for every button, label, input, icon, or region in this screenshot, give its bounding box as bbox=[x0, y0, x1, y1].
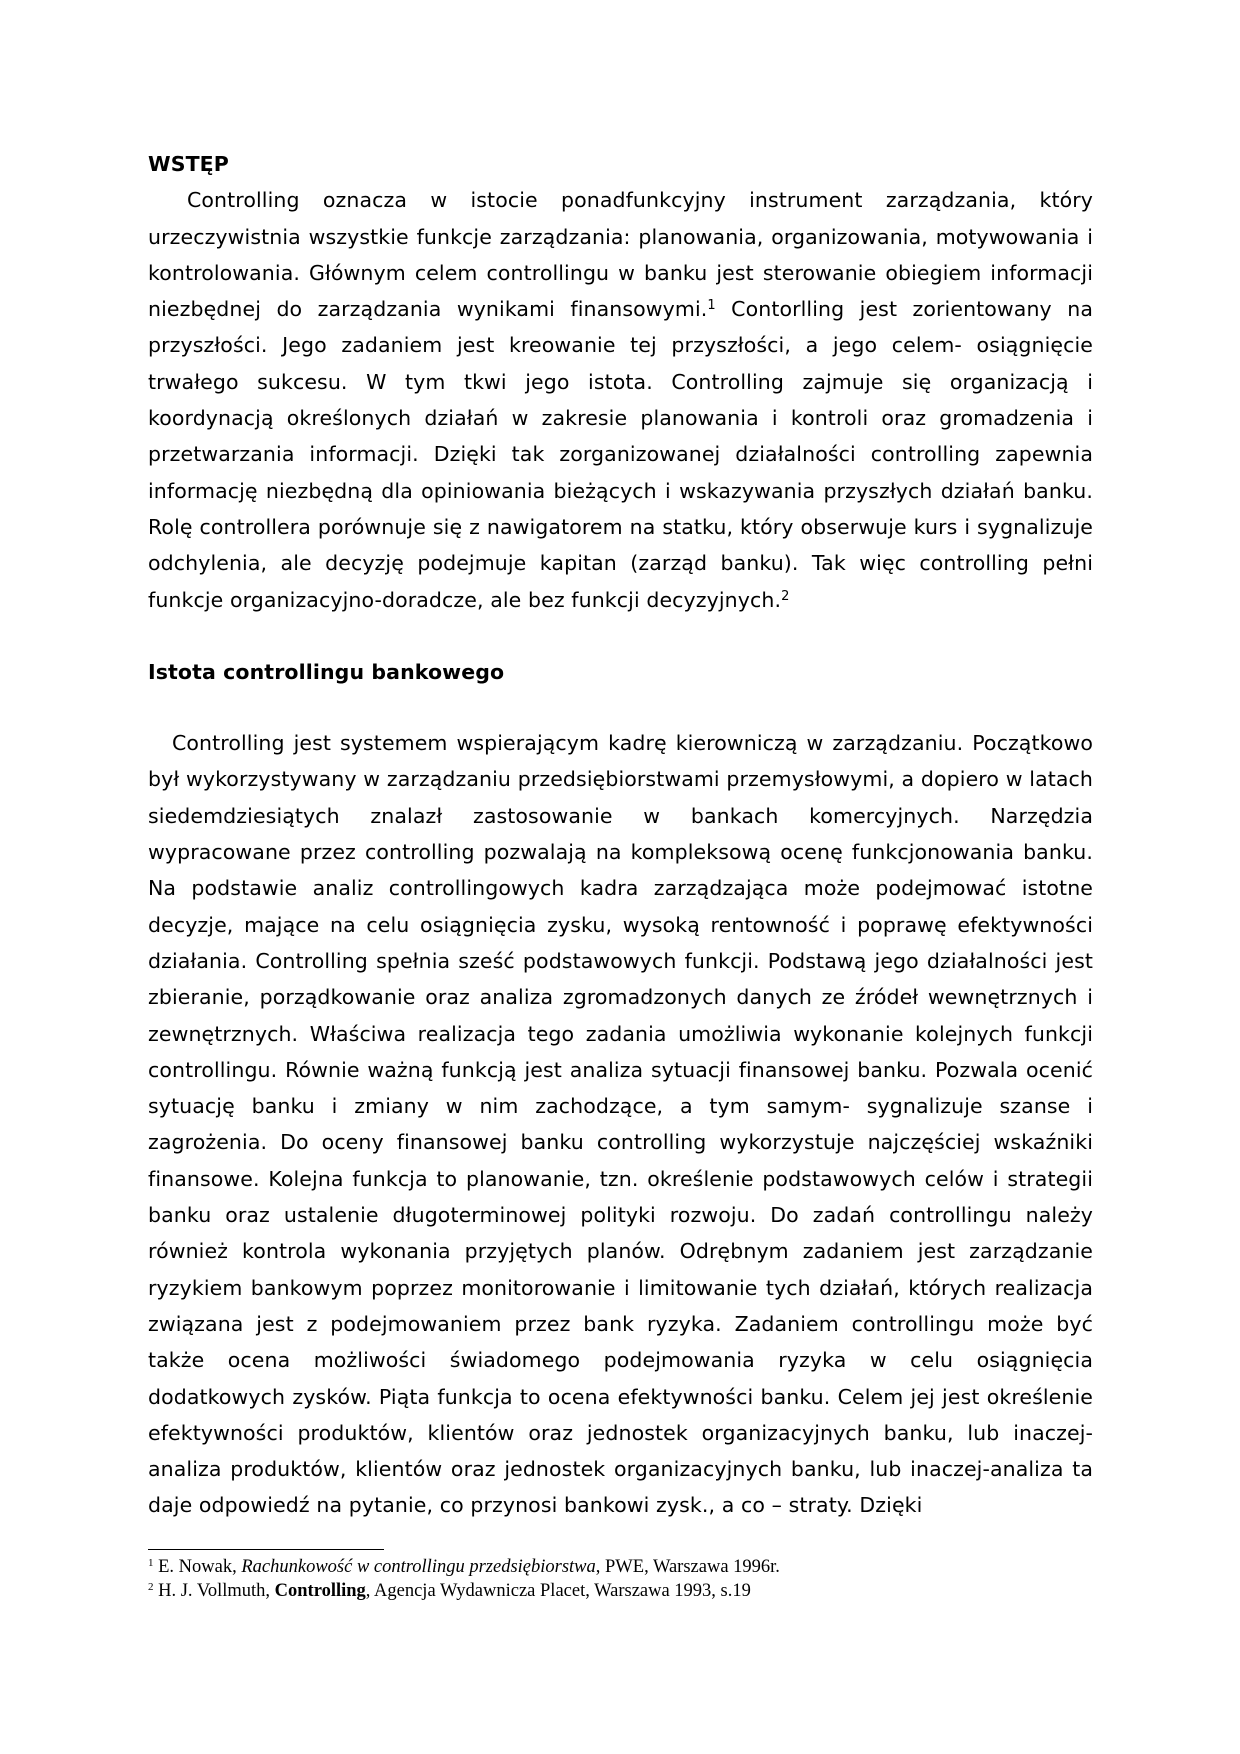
section-title-wstep: WSTĘP bbox=[148, 152, 229, 176]
footnote-1-suffix: , PWE, Warszawa 1996r. bbox=[595, 1557, 780, 1577]
footnote-separator bbox=[148, 1549, 384, 1550]
document-body bbox=[148, 146, 1093, 1524]
footnote-2-suffix: , Agencja Wydawnicza Placet, Warszawa 1993, s.19 bbox=[365, 1581, 751, 1601]
footnote-1-title: Rachunkowość w controllingu przedsiębiorstwa bbox=[241, 1557, 596, 1577]
footnote-2 bbox=[148, 1579, 1093, 1603]
footnote-1 bbox=[148, 1555, 1093, 1579]
footnote-marker-2: 2 bbox=[148, 1581, 154, 1593]
spacer bbox=[148, 618, 1093, 654]
footnotes bbox=[148, 1555, 1093, 1603]
spacer bbox=[148, 690, 1093, 725]
paragraph-intro bbox=[148, 182, 1093, 618]
footnote-2-prefix: H. J. Vollmuth, bbox=[153, 1581, 275, 1601]
footnote-2-title: Controlling bbox=[274, 1581, 366, 1601]
footnote-ref-2[interactable]: 2 bbox=[781, 588, 790, 604]
paragraph-intro-text-b: Contorlling jest zorientowany na przyszłości. Jego zadaniem jest kreowanie tej przyszłości, a jego celem- osiągnięcie trwałego sukcesu. W tym tkwi jego istota. Controlling zajmuje się organizacją i koordynacją określonych działań w zakresie planowania i kontroli oraz gromadzenia i przetwarzania informacji. Dzięki tak zorganizowanej działalności controlling zapewnia informację niezbędną dla opiniowania bieżących i wskazywania przyszłych działań banku. Rolę controllera porównuje się z nawigatorem na statku, który obserwuje kurs i sygnalizuje odchylenia, ale decyzję podejmuje kapitan (zarząd banku). Tak więc controlling pełni funkcje organizacyjno-doradcze, ale bez funkcji decyzyjnych. bbox=[148, 297, 1093, 612]
paragraph-istota: Controlling jest systemem wspierającym kadrę kierowniczą w zarządzaniu. Początkowo był wykorzystywany w zarządzaniu przedsiębiorstwami przemysłowymi, a dopiero w latach siedemdziesiątych znalazł zastosowanie w bankach komercyjnych. Narzędzia wypracowane przez controlling pozwalają na kompleksową ocenę funkcjonowania banku. Na podstawie analiz controllingowych kadra zarządzająca może podejmować istotne decyzje, mające na celu osiągnięcia zysku, wysoką rentowność i poprawę efektywności działania. Controlling spełnia sześć podstawowych funkcji. Podstawą jego działalności jest zbieranie, porządkowanie oraz analiza zgromadzonych danych ze źródeł wewnętrznych i zewnętrznych. Właściwa realizacja tego zadania umożliwia wykonanie kolejnych funkcji controllingu. Równie ważną funkcją jest analiza sytuacji finansowej banku. Pozwala ocenić sytuację banku i zmiany w nim zachodzące, a tym samym- sygnalizuje szanse i zagrożenia. Do oceny finansowej banku controlling wykorzystuje najczęściej wskaźniki finansowe. Kolejna funkcja to planowanie, tzn. określenie podstawowych celów i strategii banku oraz ustalenie długoterminowej polityki rozwoju. Do zadań controllingu należy również kontrola wykonania przyjętych planów. Odrębnym zadaniem jest zarządzanie ryzykiem bankowym poprzez monitorowanie i limitowanie tych działań, których realizacja związana jest z podejmowaniem przez bank ryzyka. Zadaniem controllingu może być także ocena możliwości świadomego podejmowania ryzyka w celu osiągnięcia dodatkowych zysków. Piąta funkcja to ocena efektywności banku. Celem jej jest określenie efektywności produktów, klientów oraz jednostek organizacyjnych banku, lub inaczej-analiza produktów, klientów oraz jednostek organizacyjnych banku, lub inaczej-analiza ta daje odpowiedź na pytanie, co przynosi bankowi zysk., a co – straty. Dzięki bbox=[148, 731, 1093, 1518]
section-title-istota: Istota controllingu bankowego bbox=[148, 659, 505, 684]
footnote-1-prefix: E. Nowak, bbox=[153, 1557, 242, 1577]
paragraph-intro-text-a: Controlling oznacza w istocie ponadfunkcyjny instrument zarządzania, który urzeczywistnia wszystkie funkcje zarządzania: planowania, organizowania, motywowania i kontrolowania. Głównym celem controllingu w banku jest sterowanie obiegiem informacji niezbędnej do zarządzania wynikami finansowymi. bbox=[148, 188, 1093, 322]
footnote-ref-1[interactable]: 1 bbox=[707, 298, 716, 314]
footnote-marker-1: 1 bbox=[148, 1557, 154, 1569]
